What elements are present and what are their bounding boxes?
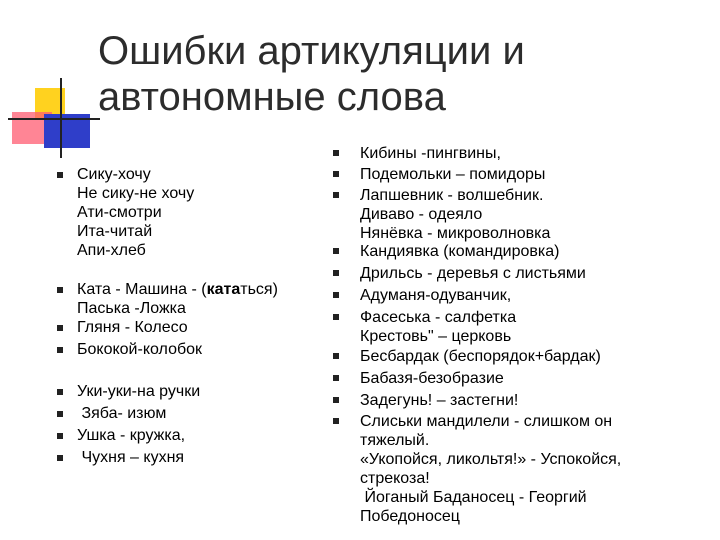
list-item: Чухня – кухня bbox=[57, 448, 184, 467]
list-item-text-start: Ката - Машина - ( bbox=[77, 281, 207, 298]
list-item: Задегунь! – застегни! bbox=[333, 391, 518, 410]
list-item: Бококой-колобок bbox=[57, 340, 202, 359]
list-item bbox=[57, 280, 278, 318]
list-item: Слиськи мандилели - слишком он тяжелый. «Укопойся, ликольтя!» - Успокойся, стрекоза! Йоганый Баданосец - Георгий Победоносец bbox=[333, 412, 621, 526]
list-item: Адуманя-одуванчик, bbox=[333, 286, 511, 305]
list-item: Гляня - Колесо bbox=[57, 318, 188, 337]
list-item-text-end: ться) Паська -Ложка bbox=[77, 281, 278, 317]
list-item: Зяба- изюм bbox=[57, 404, 166, 423]
list-item: Кандиявка (командировка) bbox=[333, 242, 559, 261]
list-item: Уки-уки-на ручки bbox=[57, 382, 200, 401]
slide-title-line-2: автономные слова bbox=[98, 75, 446, 119]
list-item: Дрильсь - деревья с листьями bbox=[333, 264, 586, 283]
list-item: Бабазя-безобразие bbox=[333, 369, 504, 388]
list-item: Ушка - кружка, bbox=[57, 426, 185, 445]
list-item: Бесбардак (беспорядок+бардак) bbox=[333, 347, 601, 366]
list-item: Сику-хочу Не сику-не хочу Ати-смотри Ита-читай Апи-хлеб bbox=[57, 165, 194, 260]
decor-horizontal-line bbox=[8, 118, 100, 120]
list-item: Лапшевник - волшебник. Диваво - одеяло Нянёвка - микроволновка bbox=[333, 186, 550, 243]
list-item: Кибины -пингвины, bbox=[333, 144, 501, 163]
list-item: Подемольки – помидоры bbox=[333, 165, 545, 184]
slide-title-line-1: Ошибки артикуляции и bbox=[98, 29, 525, 73]
emphasis-syllable: ката bbox=[206, 281, 241, 298]
slide-title bbox=[98, 28, 525, 120]
list-item: Фасеська - салфетка Крестовь" – церковь bbox=[333, 308, 516, 346]
